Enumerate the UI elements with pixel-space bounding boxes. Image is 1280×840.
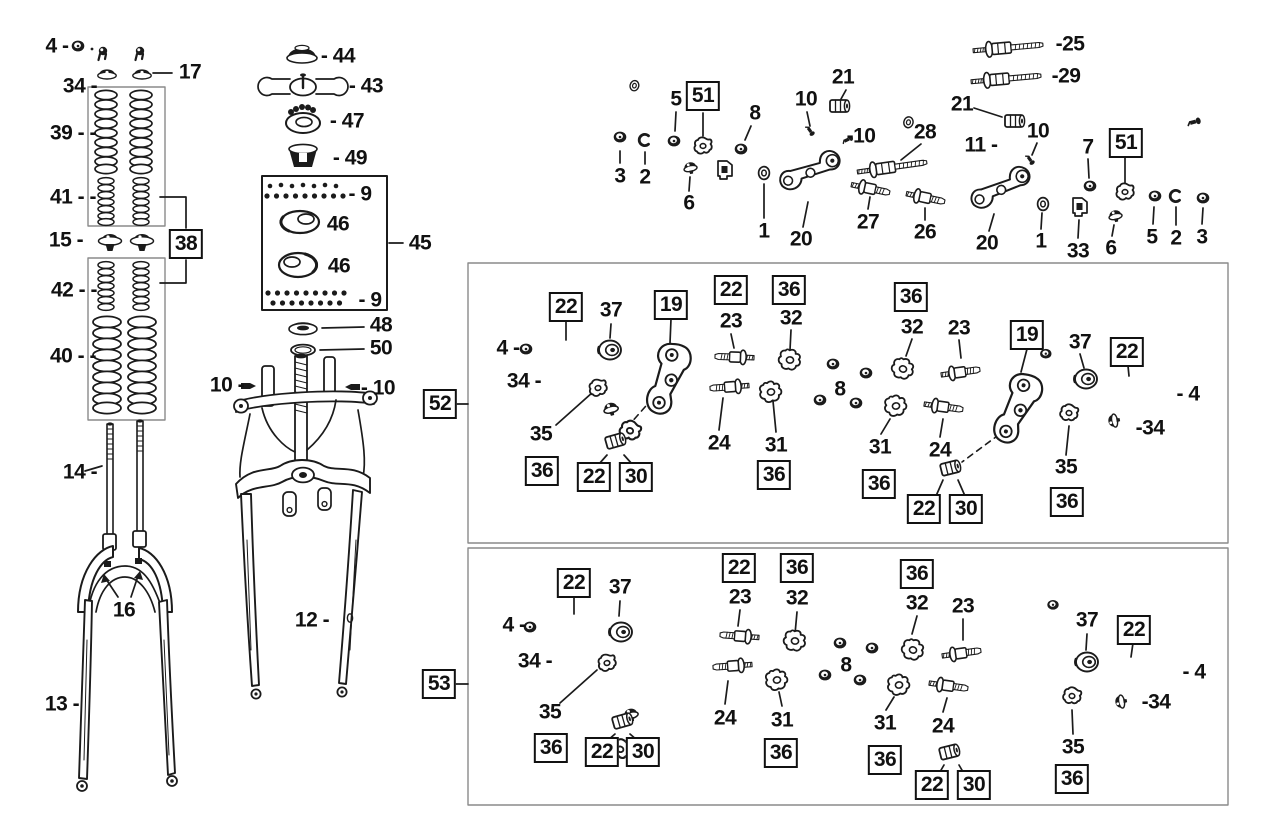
part-label-22-110: 22 bbox=[915, 770, 949, 800]
part-label-11-40: 11 - bbox=[964, 133, 998, 157]
part-label-10-44: 10 bbox=[1026, 119, 1050, 143]
star-35-53c bbox=[1062, 686, 1082, 706]
plate-33-right bbox=[1073, 198, 1087, 216]
nut-8-53-4 bbox=[854, 675, 867, 686]
spring-39-right bbox=[130, 90, 152, 173]
part-label-53-87: 53 bbox=[422, 669, 456, 699]
part-label-45-20: 45 bbox=[408, 231, 432, 255]
spring-39-left bbox=[95, 90, 117, 173]
part-label-3-53: 3 bbox=[1196, 225, 1208, 249]
steerer-tube bbox=[295, 354, 307, 476]
acorn-34-52a bbox=[602, 401, 619, 417]
washer-1-right bbox=[1038, 198, 1049, 211]
bolt-10-right bbox=[345, 384, 360, 390]
part-label-6-30: 6 bbox=[683, 191, 695, 215]
spring-42-right bbox=[133, 262, 149, 311]
acorn-6-left bbox=[683, 161, 698, 175]
part-label-34-89: 34 - bbox=[517, 649, 553, 673]
part-label-36-98: 36 bbox=[780, 553, 814, 583]
assembly-box-52 bbox=[468, 263, 1228, 543]
part-label-23-97: 23 bbox=[728, 585, 752, 609]
acorn-34-53c bbox=[1114, 694, 1128, 709]
part-label-36-117: 36 bbox=[1055, 764, 1089, 794]
star-35-52a bbox=[588, 378, 608, 397]
part-label-32-99: 32 bbox=[785, 586, 809, 610]
part-label-19-75: 19 bbox=[1010, 320, 1044, 350]
washer-7-pre bbox=[903, 116, 914, 129]
part-label-22-77: 22 bbox=[1110, 337, 1144, 367]
part-label-4-0: 4 - bbox=[45, 34, 69, 58]
part-label-21-43: 21 bbox=[950, 92, 974, 116]
nut-8-52-2 bbox=[860, 368, 873, 379]
part-label-2-27: 2 bbox=[639, 165, 651, 189]
part-label-4-114: - 4 bbox=[1182, 660, 1206, 684]
nut-8-53-1 bbox=[834, 638, 847, 649]
cup-46-lower bbox=[279, 253, 317, 277]
part-label-9-16: - 9 bbox=[348, 182, 372, 206]
part-label-50-22: 50 bbox=[369, 336, 393, 360]
part-label-27-38: 27 bbox=[856, 210, 880, 234]
part-label-31-70: 31 bbox=[764, 433, 788, 457]
part-label-19-59: 19 bbox=[654, 290, 688, 320]
nut-5-left bbox=[668, 136, 681, 147]
star-35-53a bbox=[597, 653, 617, 672]
clamp-31-52c bbox=[883, 394, 907, 417]
part-label-44-12: - 44 bbox=[320, 44, 356, 68]
part-label-5-28: 5 bbox=[670, 87, 682, 111]
fork-12-leg-left bbox=[241, 494, 259, 686]
clamp-31-52b bbox=[758, 380, 783, 404]
part-label-52-54: 52 bbox=[423, 389, 457, 419]
bolt-23-53c bbox=[941, 643, 982, 663]
part-label-20-33: 20 bbox=[789, 227, 813, 251]
part-label-31-102: 31 bbox=[770, 708, 794, 732]
part-label-10-23: 10 - bbox=[209, 373, 245, 397]
part-label-2-52: 2 bbox=[1170, 226, 1182, 250]
bolt-23-52c bbox=[940, 362, 981, 382]
clip-2-right bbox=[1170, 190, 1179, 201]
nut-7 bbox=[1084, 181, 1097, 192]
part-label-48-21: 48 bbox=[369, 313, 393, 337]
bolt-26 bbox=[905, 187, 946, 209]
link-19-52c bbox=[991, 370, 1045, 448]
clamp-32-52b bbox=[777, 348, 802, 371]
part-label-4-78: - 4 bbox=[1176, 382, 1200, 406]
part-label-34-56: 34 - bbox=[506, 369, 542, 393]
crown-collar-right bbox=[133, 531, 146, 547]
plate-33-left bbox=[718, 161, 732, 179]
part-label-22-96: 22 bbox=[722, 553, 756, 583]
part-label-24-81: 24 bbox=[928, 438, 952, 462]
part-label-22-94: 22 bbox=[585, 737, 619, 767]
part-label-41-4: 41 - - bbox=[49, 185, 97, 209]
part-label-3-26: 3 bbox=[614, 164, 626, 188]
washer-small bbox=[629, 80, 640, 92]
cap-17-left bbox=[98, 69, 116, 79]
part-label-13-11: 13 - bbox=[44, 692, 80, 716]
link-20-left bbox=[779, 145, 841, 196]
part-label-37-58: 37 bbox=[599, 298, 623, 322]
link-20-right bbox=[971, 164, 1030, 211]
part-label-36-72: 36 bbox=[894, 282, 928, 312]
part-label-36-82: 36 bbox=[862, 469, 896, 499]
clamp-32-53b bbox=[782, 629, 807, 652]
nut-8-52-4 bbox=[850, 398, 863, 409]
bearing-47 bbox=[286, 104, 320, 133]
spring-seat-15-left bbox=[99, 234, 122, 251]
crown-bolt-16-left bbox=[104, 561, 111, 567]
part-label-1-48: 1 bbox=[1035, 229, 1047, 253]
nut-4 bbox=[72, 41, 85, 52]
fork-12-leg-right bbox=[339, 490, 362, 684]
roller-37-52a bbox=[598, 341, 621, 360]
cap-44 bbox=[287, 45, 317, 63]
part-label-1-32: 1 bbox=[758, 219, 770, 243]
part-label-47-14: - 47 bbox=[329, 109, 365, 133]
part-label-22-64: 22 bbox=[714, 275, 748, 305]
part-label-8-100: 8 bbox=[840, 653, 852, 677]
clip-2-left bbox=[639, 134, 648, 145]
group-springs-column bbox=[72, 41, 156, 414]
crown-arch-outer bbox=[88, 566, 163, 612]
nut-4-52c bbox=[1040, 349, 1051, 359]
part-label-34-79: -34 bbox=[1135, 416, 1165, 440]
part-label-34-115: -34 bbox=[1141, 690, 1171, 714]
bolt-24-52b bbox=[710, 378, 750, 395]
part-label-10-34: 10 bbox=[794, 87, 818, 111]
part-label-12-25: 12 - bbox=[294, 608, 330, 632]
nut-3-right bbox=[1197, 193, 1210, 204]
part-label-22-90: 22 bbox=[557, 568, 591, 598]
crown-arch-inner bbox=[96, 577, 155, 612]
nut-8-52-3 bbox=[814, 395, 827, 406]
bolt-24-52c bbox=[923, 397, 964, 417]
part-label-10-36: -10 bbox=[846, 124, 876, 148]
part-label-39-3: 39 - - bbox=[49, 121, 97, 145]
part-label-36-71: 36 bbox=[757, 460, 791, 490]
bolt-10-left bbox=[241, 383, 256, 389]
part-label-37-112: 37 bbox=[1075, 608, 1099, 632]
cone-49 bbox=[289, 144, 317, 167]
part-label-36-86: 36 bbox=[1050, 487, 1084, 517]
ball-row-9-top bbox=[264, 183, 345, 199]
bushing-21-left bbox=[830, 100, 850, 112]
part-label-32-67: 32 bbox=[779, 306, 803, 330]
part-label-46-17: 46 bbox=[326, 212, 350, 236]
part-label-32-73: 32 bbox=[900, 315, 924, 339]
part-label-30-63: 30 bbox=[619, 462, 653, 492]
part-label-35-60: 35 bbox=[529, 422, 553, 446]
part-label-6-50: 6 bbox=[1105, 236, 1117, 260]
part-label-23-106: 23 bbox=[951, 594, 975, 618]
clamp-32-53c bbox=[900, 637, 926, 662]
pin-10-b bbox=[841, 135, 853, 145]
pin-11 bbox=[1187, 117, 1201, 127]
part-label-25-41: -25 bbox=[1055, 32, 1085, 56]
part-label-30-111: 30 bbox=[957, 770, 991, 800]
spring-seat-15-right bbox=[131, 234, 154, 251]
pin-10-c bbox=[1025, 154, 1036, 166]
group-fork-12 bbox=[234, 354, 377, 699]
part-label-9-19: - 9 bbox=[358, 288, 382, 312]
fork-13-leg-right bbox=[159, 600, 175, 775]
part-label-36-109: 36 bbox=[868, 745, 902, 775]
part-label-22-83: 22 bbox=[907, 494, 941, 524]
part-label-22-62: 22 bbox=[577, 462, 611, 492]
star-washer-51-right bbox=[1116, 183, 1133, 199]
barrel-2230-52c bbox=[940, 460, 962, 476]
part-label-46-18: 46 bbox=[327, 254, 351, 278]
part-label-4-55: 4 - bbox=[496, 336, 520, 360]
stud-25 bbox=[972, 37, 1043, 59]
part-label-37-76: 37 bbox=[1068, 330, 1092, 354]
part-label-49-15: - 49 bbox=[332, 146, 368, 170]
stud-28 bbox=[856, 155, 927, 180]
part-label-30-95: 30 bbox=[626, 737, 660, 767]
clamp-31-53b bbox=[764, 668, 789, 692]
part-label-26-39: 26 bbox=[913, 220, 937, 244]
part-label-33-49: 33 bbox=[1066, 239, 1090, 263]
washer-1-left bbox=[759, 167, 770, 180]
link-19-52a bbox=[645, 341, 692, 417]
bolt-24-53b bbox=[713, 657, 753, 674]
barrel-2230-53a bbox=[612, 712, 634, 729]
group-box53-parts bbox=[524, 600, 1280, 761]
nut-8-53-2 bbox=[866, 643, 879, 654]
nut-8 bbox=[735, 144, 748, 155]
part-label-36-61: 36 bbox=[525, 456, 559, 486]
rod-14-right bbox=[137, 419, 143, 533]
part-label-17-2: 17 bbox=[178, 60, 202, 84]
part-label-23-74: 23 bbox=[947, 316, 971, 340]
seal-48 bbox=[289, 322, 317, 334]
acorn-34-52c bbox=[1107, 413, 1121, 428]
assembly-box-53 bbox=[468, 548, 1228, 805]
part-label-36-93: 36 bbox=[534, 733, 568, 763]
roller-37-52c bbox=[1074, 370, 1097, 389]
bolt-24-53c bbox=[928, 676, 969, 696]
part-label-51-29: 51 bbox=[686, 81, 720, 111]
star-washer-51-left bbox=[694, 137, 711, 153]
star-35-52c bbox=[1059, 403, 1079, 423]
barrel-2230-53c bbox=[939, 744, 961, 760]
part-label-30-84: 30 bbox=[949, 494, 983, 524]
star-22-53a bbox=[608, 737, 633, 761]
part-label-32-105: 32 bbox=[905, 591, 929, 615]
nut-4-53a bbox=[524, 622, 537, 633]
part-label-20-47: 20 bbox=[975, 231, 999, 255]
crown-bolt-16-right bbox=[135, 558, 142, 564]
acorn-6-right bbox=[1108, 209, 1123, 223]
spring-41-left bbox=[98, 178, 114, 226]
part-label-29-42: -29 bbox=[1051, 64, 1081, 88]
part-label-51-46: 51 bbox=[1109, 128, 1143, 158]
part-label-35-85: 35 bbox=[1054, 455, 1078, 479]
part-label-31-107: 31 bbox=[873, 711, 897, 735]
part-label-16-10: 16 bbox=[112, 598, 136, 622]
part-label-37-91: 37 bbox=[608, 575, 632, 599]
roller-37-53a bbox=[609, 623, 632, 642]
part-label-28-37: 28 bbox=[913, 120, 937, 144]
part-label-8-31: 8 bbox=[749, 101, 761, 125]
spring-42-left bbox=[98, 262, 114, 311]
part-label-40-8: 40 - - bbox=[49, 344, 97, 368]
part-label-36-103: 36 bbox=[764, 738, 798, 768]
bushing-21-right bbox=[1005, 115, 1025, 127]
nut-8-53-3 bbox=[819, 670, 832, 681]
part-label-23-65: 23 bbox=[719, 309, 743, 333]
cap-17-right bbox=[133, 69, 151, 79]
part-label-7-45: 7 bbox=[1082, 135, 1094, 159]
stud-left bbox=[99, 47, 108, 60]
part-label-14-9: 14 - bbox=[62, 460, 98, 484]
part-label-36-66: 36 bbox=[772, 275, 806, 305]
part-label-22-113: 22 bbox=[1117, 615, 1151, 645]
part-label-22-57: 22 bbox=[549, 292, 583, 322]
bracket-43 bbox=[258, 73, 348, 95]
roller-37-53c bbox=[1075, 653, 1098, 672]
bolt-23-52b bbox=[715, 349, 754, 365]
spring-40-left bbox=[93, 316, 121, 413]
clamp-31-53c bbox=[886, 673, 910, 696]
barrel-2230-52a bbox=[605, 432, 627, 449]
part-label-42-7: 42 - - bbox=[50, 278, 98, 302]
part-label-8-68: 8 bbox=[834, 377, 846, 401]
stud-29 bbox=[970, 68, 1041, 90]
part-label-24-101: 24 bbox=[713, 706, 737, 730]
bolt-23-53b bbox=[720, 628, 760, 645]
part-label-21-35: 21 bbox=[831, 65, 855, 89]
nut-4-52a bbox=[520, 344, 533, 355]
part-label-43-13: - 43 bbox=[348, 74, 384, 98]
part-label-5-51: 5 bbox=[1146, 225, 1158, 249]
part-label-24-108: 24 bbox=[931, 714, 955, 738]
part-label-38-6: 38 bbox=[169, 229, 203, 259]
nut-8-52-1 bbox=[827, 359, 840, 370]
part-label-4-88: 4 - bbox=[502, 613, 526, 637]
spring-41-right bbox=[133, 178, 149, 226]
nut-3-left bbox=[614, 132, 627, 143]
part-label-35-92: 35 bbox=[538, 700, 562, 724]
rod-14-left bbox=[107, 422, 113, 538]
part-label-10-24: - 10 bbox=[360, 376, 396, 400]
part-label-36-104: 36 bbox=[900, 559, 934, 589]
nut-5-right bbox=[1149, 191, 1162, 202]
stud-right bbox=[136, 47, 145, 60]
ball-row-9-bottom bbox=[265, 290, 346, 305]
clamp-32-52c bbox=[890, 356, 916, 381]
part-label-24-69: 24 bbox=[707, 431, 731, 455]
part-label-31-80: 31 bbox=[868, 435, 892, 459]
nut-4-53c bbox=[1047, 600, 1058, 610]
spring-40-right bbox=[128, 316, 156, 413]
part-label-15-5: 15 - bbox=[48, 228, 84, 252]
group-fork-13 bbox=[77, 419, 177, 791]
cup-46-upper bbox=[281, 211, 319, 233]
part-label-34-1: 34 - bbox=[62, 74, 98, 98]
part-label-35-116: 35 bbox=[1061, 735, 1085, 759]
